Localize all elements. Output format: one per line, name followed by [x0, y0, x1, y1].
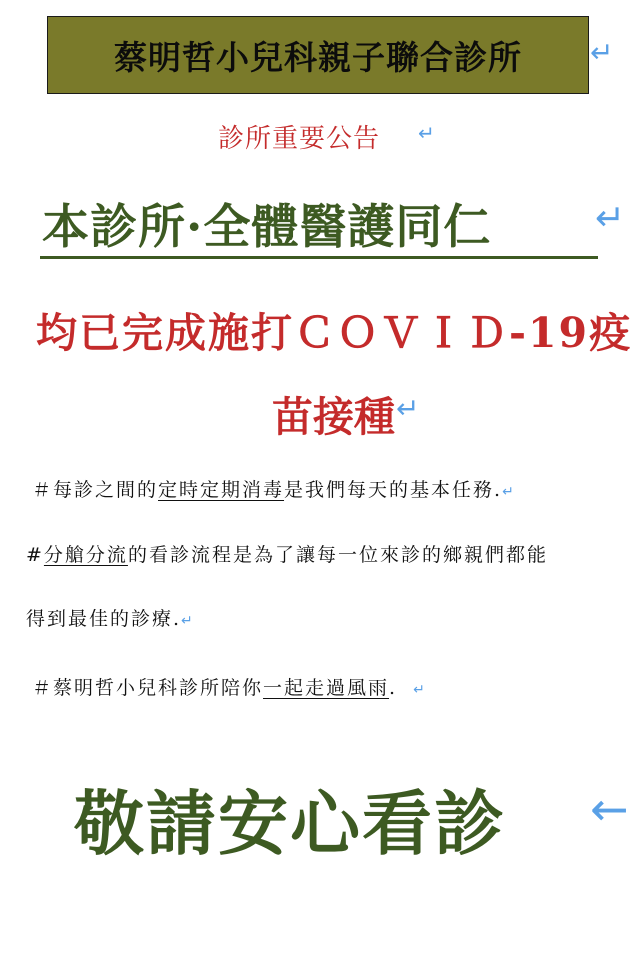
return-mark-icon: ↵	[181, 613, 195, 629]
headline-underline	[40, 256, 598, 259]
return-mark-icon: ↵	[413, 682, 427, 698]
return-mark-icon: ↵	[396, 392, 420, 425]
clinic-name-banner	[47, 16, 589, 94]
note-text: 的看診流程是為了讓每一位來診的鄉親們都能	[127, 544, 548, 566]
note-together	[32, 673, 427, 700]
note-text: .	[389, 677, 398, 699]
note-text: ＃每診之間的	[32, 479, 159, 501]
return-mark-icon: ↵	[590, 36, 614, 69]
return-mark-icon: ↵	[502, 484, 516, 500]
note-triage-cont	[26, 604, 195, 631]
headline-vaccination-cont: 苗接種	[272, 393, 395, 441]
return-mark-icon: ↵	[418, 121, 435, 145]
note-emphasis: 分艙分流	[43, 544, 128, 566]
note-disinfection	[32, 475, 516, 502]
note-text: 是我們每天的基本任務.	[284, 479, 503, 501]
note-triage	[26, 540, 548, 567]
note-text: #	[26, 544, 44, 566]
return-mark-icon: ↵	[595, 198, 626, 239]
closing-message: 敬請安心看診	[74, 782, 506, 865]
announcement-subtitle: 診所重要公告	[218, 124, 381, 154]
note-emphasis: 一起走過風雨	[263, 677, 390, 699]
headline-staff: 本診所·全體醫護同仁	[42, 200, 492, 255]
headline-vaccination: 均已完成施打ＣＯＶＩＤ-19疫	[36, 309, 633, 357]
note-text: 得到最佳的診療.	[26, 608, 182, 630]
note-emphasis: 定時定期消毒	[158, 479, 285, 501]
clinic-name: 蔡明哲小兒科親子聯合診所	[114, 37, 522, 77]
arrow-left-icon: ←	[590, 782, 629, 836]
note-text: ＃蔡明哲小兒科診所陪你	[32, 677, 264, 699]
